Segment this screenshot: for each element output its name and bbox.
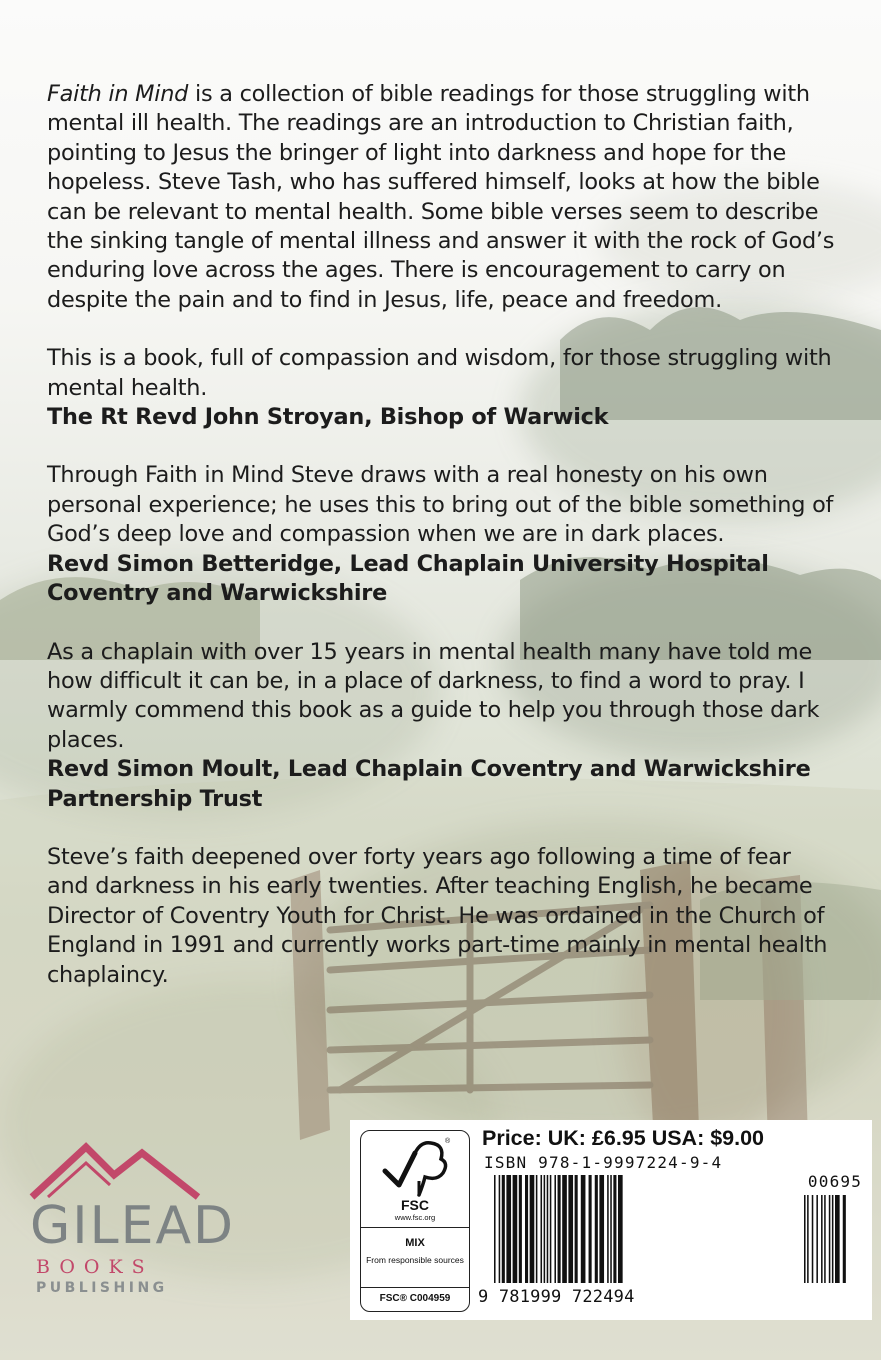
fsc-certification-label bbox=[360, 1130, 470, 1312]
barcode-bar bbox=[541, 1175, 543, 1283]
barcode-bar bbox=[519, 1175, 522, 1283]
fsc-mix: MIX bbox=[405, 1237, 425, 1249]
barcode-bar bbox=[824, 1195, 826, 1283]
intro-paragraph bbox=[47, 80, 837, 315]
isbn-label: ISBN 978-1-9997224-9-4 bbox=[484, 1153, 723, 1172]
endorsement-quote: As a chaplain with over 15 years in mental health many have told me how difficult it can be, in a place of darkness, to find a word to pray. I warmly commend this book as a guide to help you through those dark places. bbox=[47, 638, 820, 753]
barcode-bar bbox=[821, 1195, 823, 1283]
publisher-publishing: PUBLISHING bbox=[36, 1280, 168, 1296]
endorsement-author: Revd Simon Moult, Lead Chaplain Coventry and Warwickshire Partnership Trust bbox=[47, 756, 811, 812]
barcode-bar bbox=[589, 1175, 592, 1283]
addon-code: 00695 bbox=[807, 1172, 863, 1191]
publisher-name: GILEAD bbox=[30, 1196, 236, 1256]
barcode-bar bbox=[494, 1175, 496, 1283]
barcode-bar bbox=[575, 1175, 578, 1283]
fsc-url: www.fsc.org bbox=[394, 1213, 436, 1222]
barcode-bar bbox=[843, 1195, 846, 1283]
fsc-name: FSC bbox=[401, 1197, 429, 1213]
barcode-bar bbox=[816, 1195, 818, 1283]
fsc-from: From responsible sources bbox=[366, 1255, 464, 1265]
barcode-bar bbox=[550, 1175, 552, 1283]
book-title: Faith in Mind bbox=[47, 81, 189, 107]
barcode-bar bbox=[829, 1195, 831, 1283]
addon-barcode bbox=[802, 1195, 868, 1285]
ean-digits: 9 781999 722494 bbox=[478, 1287, 635, 1307]
endorsement-quote: This is a book, full of compassion and wisdom, for those struggling with mental health. bbox=[47, 345, 832, 401]
barcode-bar bbox=[547, 1175, 549, 1283]
barcode-bar bbox=[807, 1195, 809, 1283]
barcode-bar bbox=[502, 1175, 505, 1283]
author-bio: Steve’s faith deepened over forty years ago following a time of fear and darkness in his early twenties. After teaching English, he became Director of Coventry Youth for Christ. He was ordained in the Church of England in 1991 and currently works part-time mainly in mental health chaplaincy. bbox=[47, 843, 828, 988]
barcode-bar bbox=[595, 1175, 598, 1283]
endorsement-author: Revd Simon Betteridge, Lead Chaplain University Hospital Coventry and Warwickshire bbox=[47, 550, 769, 607]
barcode-bar bbox=[525, 1175, 528, 1283]
barcode-bar bbox=[562, 1175, 567, 1283]
barcode-bar bbox=[568, 1175, 573, 1283]
barcode-bar bbox=[610, 1175, 612, 1283]
barcode-bar bbox=[558, 1175, 561, 1283]
barcode-bar bbox=[581, 1175, 586, 1283]
barcode-bar bbox=[804, 1195, 806, 1283]
barcode-bar bbox=[554, 1175, 556, 1283]
barcode-bar bbox=[607, 1175, 609, 1283]
barcode-bar bbox=[618, 1175, 623, 1283]
endorsement-quote: Through Faith in Mind Steve draws with a real honesty on his own personal experience; he uses this to bring out of the bible something of God’s deep love and compassion when we are in dark places. bbox=[47, 462, 834, 548]
barcode-bar bbox=[544, 1175, 546, 1283]
publisher-books: BOOKS bbox=[36, 1256, 154, 1278]
intro-text: is a collection of bible readings for those struggling with mental ill health. The readings are an introduction to Christian faith, pointing to Jesus the bringer of light into darkness and hope for the hopeless. Steve Tash, who has suffered himself, looks at how the bible can be relevant to mental health. Some bible verses seem to describe the sinking tangle of mental illness and answer it with the rock of God’s enduring love across the ages. There is encouragement to carry on despite the pain and to find in Jesus, life, peace and freedom. bbox=[47, 81, 835, 313]
barcode-bar bbox=[506, 1175, 511, 1283]
back-cover-text bbox=[47, 80, 837, 990]
barcode-bar bbox=[536, 1175, 538, 1283]
fsc-registered-mark: ® bbox=[445, 1138, 451, 1145]
fsc-tree-checkmark-icon bbox=[375, 1137, 455, 1199]
fsc-code: FSC® C004959 bbox=[379, 1293, 451, 1304]
barcode-bar bbox=[513, 1175, 518, 1283]
barcode-bar bbox=[812, 1195, 814, 1283]
barcode-bar bbox=[499, 1175, 501, 1283]
ean13-barcode bbox=[492, 1175, 792, 1285]
barcode-bar bbox=[530, 1175, 535, 1283]
barcode-bar bbox=[599, 1175, 604, 1283]
barcode-bar bbox=[613, 1175, 616, 1283]
price-label: Price: UK: £6.95 USA: $9.00 bbox=[482, 1126, 765, 1150]
barcode-bar bbox=[835, 1195, 840, 1283]
barcode-bar bbox=[832, 1195, 834, 1283]
endorsement-author: The Rt Revd John Stroyan, Bishop of Warwick bbox=[47, 404, 609, 431]
retail-info-box bbox=[350, 1120, 872, 1320]
